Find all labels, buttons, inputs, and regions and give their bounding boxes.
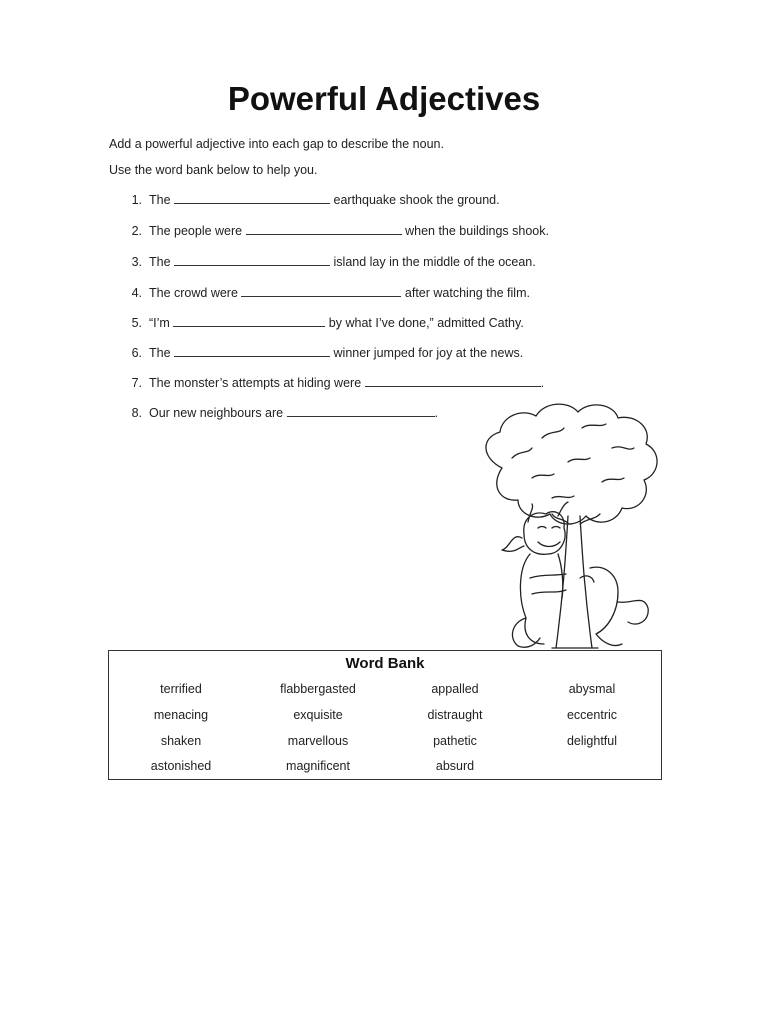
- word-bank-word: marvellous: [287, 734, 349, 748]
- question-5: [120, 315, 524, 330]
- answer-blank[interactable]: [241, 285, 401, 297]
- instruction-line-2: Use the word bank below to help you.: [109, 163, 318, 177]
- word-bank-word: exquisite: [293, 708, 343, 722]
- word-bank-word: flabbergasted: [280, 682, 356, 696]
- word-bank-word: absurd: [435, 759, 475, 773]
- question-number: 5.: [131, 316, 142, 330]
- question-4: [120, 285, 530, 300]
- answer-blank[interactable]: [174, 345, 330, 357]
- question-text-after: earthquake shook the ground.: [333, 193, 500, 207]
- word-bank-word: abysmal: [568, 682, 616, 696]
- question-6: [120, 345, 523, 360]
- question-text-before: The: [149, 255, 171, 269]
- word-bank: [108, 650, 662, 780]
- word-bank-title: Word Bank: [345, 655, 425, 672]
- question-text-after: by what I’ve done,” admitted Cathy.: [328, 316, 524, 330]
- question-text-after: island lay in the middle of the ocean.: [333, 255, 536, 269]
- word-bank-word: astonished: [150, 759, 212, 773]
- question-text-after: .: [434, 406, 439, 420]
- question-text-after: when the buildings shook.: [405, 224, 549, 238]
- question-text-after: .: [540, 376, 545, 390]
- answer-blank[interactable]: [174, 254, 330, 266]
- monster-tree-illustration: [472, 398, 672, 658]
- word-bank-word: appalled: [431, 682, 479, 696]
- word-bank-word: distraught: [427, 708, 483, 722]
- question-8: [120, 405, 438, 420]
- question-number: 8.: [131, 406, 142, 420]
- word-bank-word: shaken: [160, 734, 202, 748]
- question-number: 6.: [131, 346, 142, 360]
- question-text-before: Our new neighbours are: [149, 406, 284, 420]
- question-text-after: winner jumped for joy at the news.: [333, 346, 524, 360]
- instruction-line-1: Add a powerful adjective into each gap to describe the noun.: [109, 137, 444, 151]
- word-bank-word: pathetic: [433, 734, 477, 748]
- answer-blank[interactable]: [287, 405, 435, 417]
- answer-blank[interactable]: [173, 315, 325, 327]
- question-number: 2.: [131, 224, 142, 238]
- word-bank-word: menacing: [153, 708, 209, 722]
- question-text-before: The: [149, 346, 171, 360]
- question-text-before: The crowd were: [149, 286, 238, 300]
- question-2: [120, 223, 549, 238]
- answer-blank[interactable]: [365, 375, 541, 387]
- question-3: [120, 254, 536, 269]
- page-title: Powerful Adjectives: [227, 80, 541, 117]
- word-bank-word: magnificent: [286, 759, 350, 773]
- word-bank-word: delightful: [566, 734, 618, 748]
- question-text-before: “I’m: [149, 316, 170, 330]
- question-number: 4.: [131, 286, 142, 300]
- word-bank-word: eccentric: [566, 708, 618, 722]
- question-number: 3.: [131, 255, 142, 269]
- question-text-after: after watching the film.: [404, 286, 530, 300]
- answer-blank[interactable]: [174, 192, 330, 204]
- question-text-before: The people were: [149, 224, 243, 238]
- question-number: 7.: [131, 376, 142, 390]
- question-7: [120, 375, 544, 390]
- question-1: [120, 192, 500, 207]
- question-text-before: The monster’s attempts at hiding were: [149, 376, 362, 390]
- question-text-before: The: [149, 193, 171, 207]
- answer-blank[interactable]: [246, 223, 402, 235]
- word-bank-word: terrified: [160, 682, 202, 696]
- question-number: 1.: [131, 193, 142, 207]
